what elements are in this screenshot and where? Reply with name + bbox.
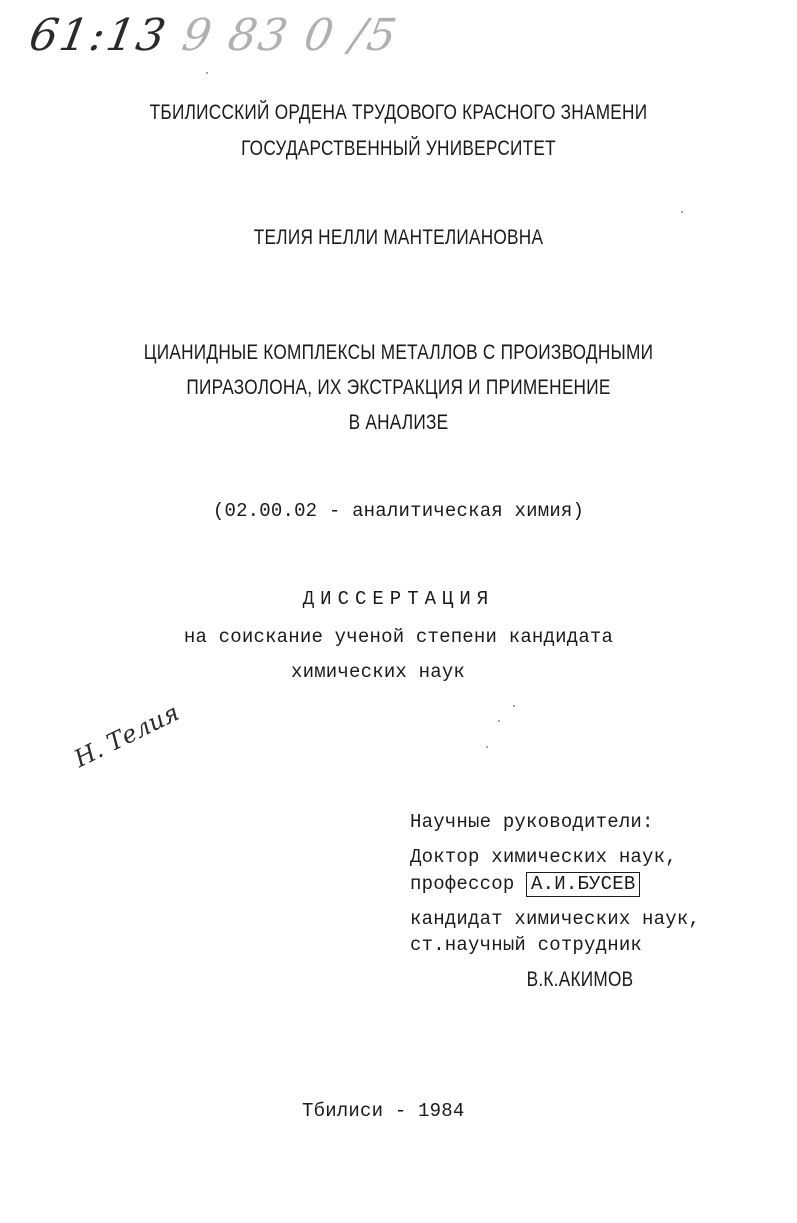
supervisor-1-line (410, 873, 640, 895)
supervisor-2-title: кандидат химических наук, (410, 908, 701, 930)
archive-number-main: 61:13 (25, 10, 172, 61)
document-type-heading: ДИССЕРТАЦИЯ (302, 588, 495, 610)
supervisor-1-title: Доктор химических наук, (410, 846, 677, 868)
supervisor-2-rank: ст.научный сотрудник (410, 934, 643, 956)
supervisors-heading: Научные руководители: (410, 811, 654, 833)
scan-speck (206, 72, 208, 74)
archive-number-faint: 9 83 0 /5 (178, 10, 403, 61)
degree-line-2: химических наук (291, 661, 466, 683)
title-line-3: В АНАЛИЗЕ (348, 411, 449, 434)
scan-speck (486, 746, 488, 748)
supervisor-1-rank: профессор (410, 873, 515, 895)
title-line-1: ЦИАНИДНЫЕ КОМПЛЕКСЫ МЕТАЛЛОВ С ПРОИЗВОДНЫМИ (143, 341, 654, 364)
author-name: ТЕЛИЯ НЕЛЛИ МАНТЕЛИАНОВНА (253, 226, 544, 249)
specialty-code: (02.00.02 - аналитическая химия) (212, 500, 585, 522)
supervisor-1-name-boxed: А.И.БУСЕВ (526, 872, 640, 897)
author-signature: Н. Телия (69, 698, 184, 773)
city-year: Тбилиси - 1984 (302, 1100, 465, 1122)
scan-speck (513, 705, 515, 707)
supervisor-2-name: В.К.АКИМОВ (526, 968, 634, 991)
scan-speck (498, 720, 500, 722)
degree-line-1: на соискание ученой степени кандидата (183, 626, 614, 648)
archive-number-handwritten (26, 10, 403, 61)
institution-line-2: ГОСУДАРСТВЕННЫЙ УНИВЕРСИТЕТ (241, 137, 556, 160)
institution-line-1: ТБИЛИССКИЙ ОРДЕНА ТРУДОВОГО КРАСНОГО ЗНАМЕНИ (149, 101, 648, 124)
scan-speck (681, 211, 683, 213)
title-line-2: ПИРАЗОЛОНА, ИХ ЭКСТРАКЦИЯ И ПРИМЕНЕНИЕ (186, 376, 611, 399)
